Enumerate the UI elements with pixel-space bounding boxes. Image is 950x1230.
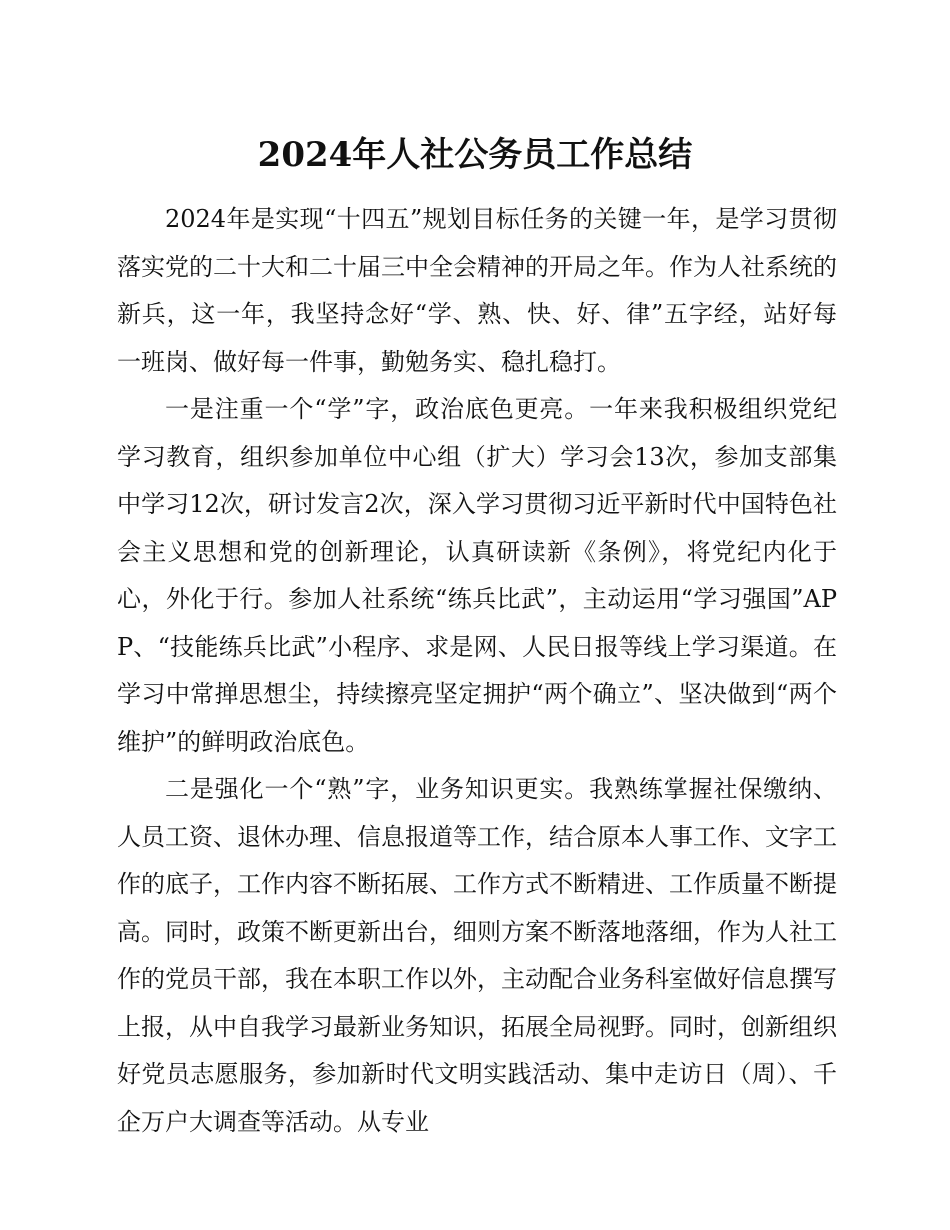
document-body [117,196,837,1146]
document-title: 2024年人社公务员工作总结 [257,135,693,175]
paragraph-study: 一是注重一个“学”字，政治底色更亮。一年来我积极组织党纪学习教育，组织参加单位中心组（扩大）学习会13次，参加支部集中学习12次，研讨发言2次，深入学习贯彻习近平新时代中国特色社会主义思想和党的创新理论，认真研读新《条例》，将党纪内化于心，外化于行。参加人社系统“练兵比武”，主动运用“学习强国”APP、“技能练兵比武”小程序、求是网、人民日报等线上学习渠道。在学习中常掸思想尘，持续擦亮坚定拥护“两个确立”、坚决做到“两个维护”的鲜明政治底色。 [117,395,837,756]
paragraph-intro: 2024年是实现“十四五”规划目标任务的关键一年，是学习贯彻落实党的二十大和二十届三中全会精神的开局之年。作为人社系统的新兵，这一年，我坚持念好“学、熟、快、好、律”五字经，站好每一班岗、做好每一件事，勤勉务实、稳扎稳打。 [117,205,837,376]
paragraph-proficiency: 二是强化一个“熟”字，业务知识更实。我熟练掌握社保缴纳、人员工资、退休办理、信息报道等工作，结合原本人事工作、文字工作的底子，工作内容不断拓展、工作方式不断精进、工作质量不断提高。同时，政策不断更新出台，细则方案不断落地落细，作为人社工作的党员干部，我在本职工作以外，主动配合业务科室做好信息撰写上报，从中自我学习最新业务知识，拓展全局视野。同时，创新组织好党员志愿服务，参加新时代文明实践活动、集中走访日（周）、千企万户大调查等活动。从专业 [117,775,837,1136]
